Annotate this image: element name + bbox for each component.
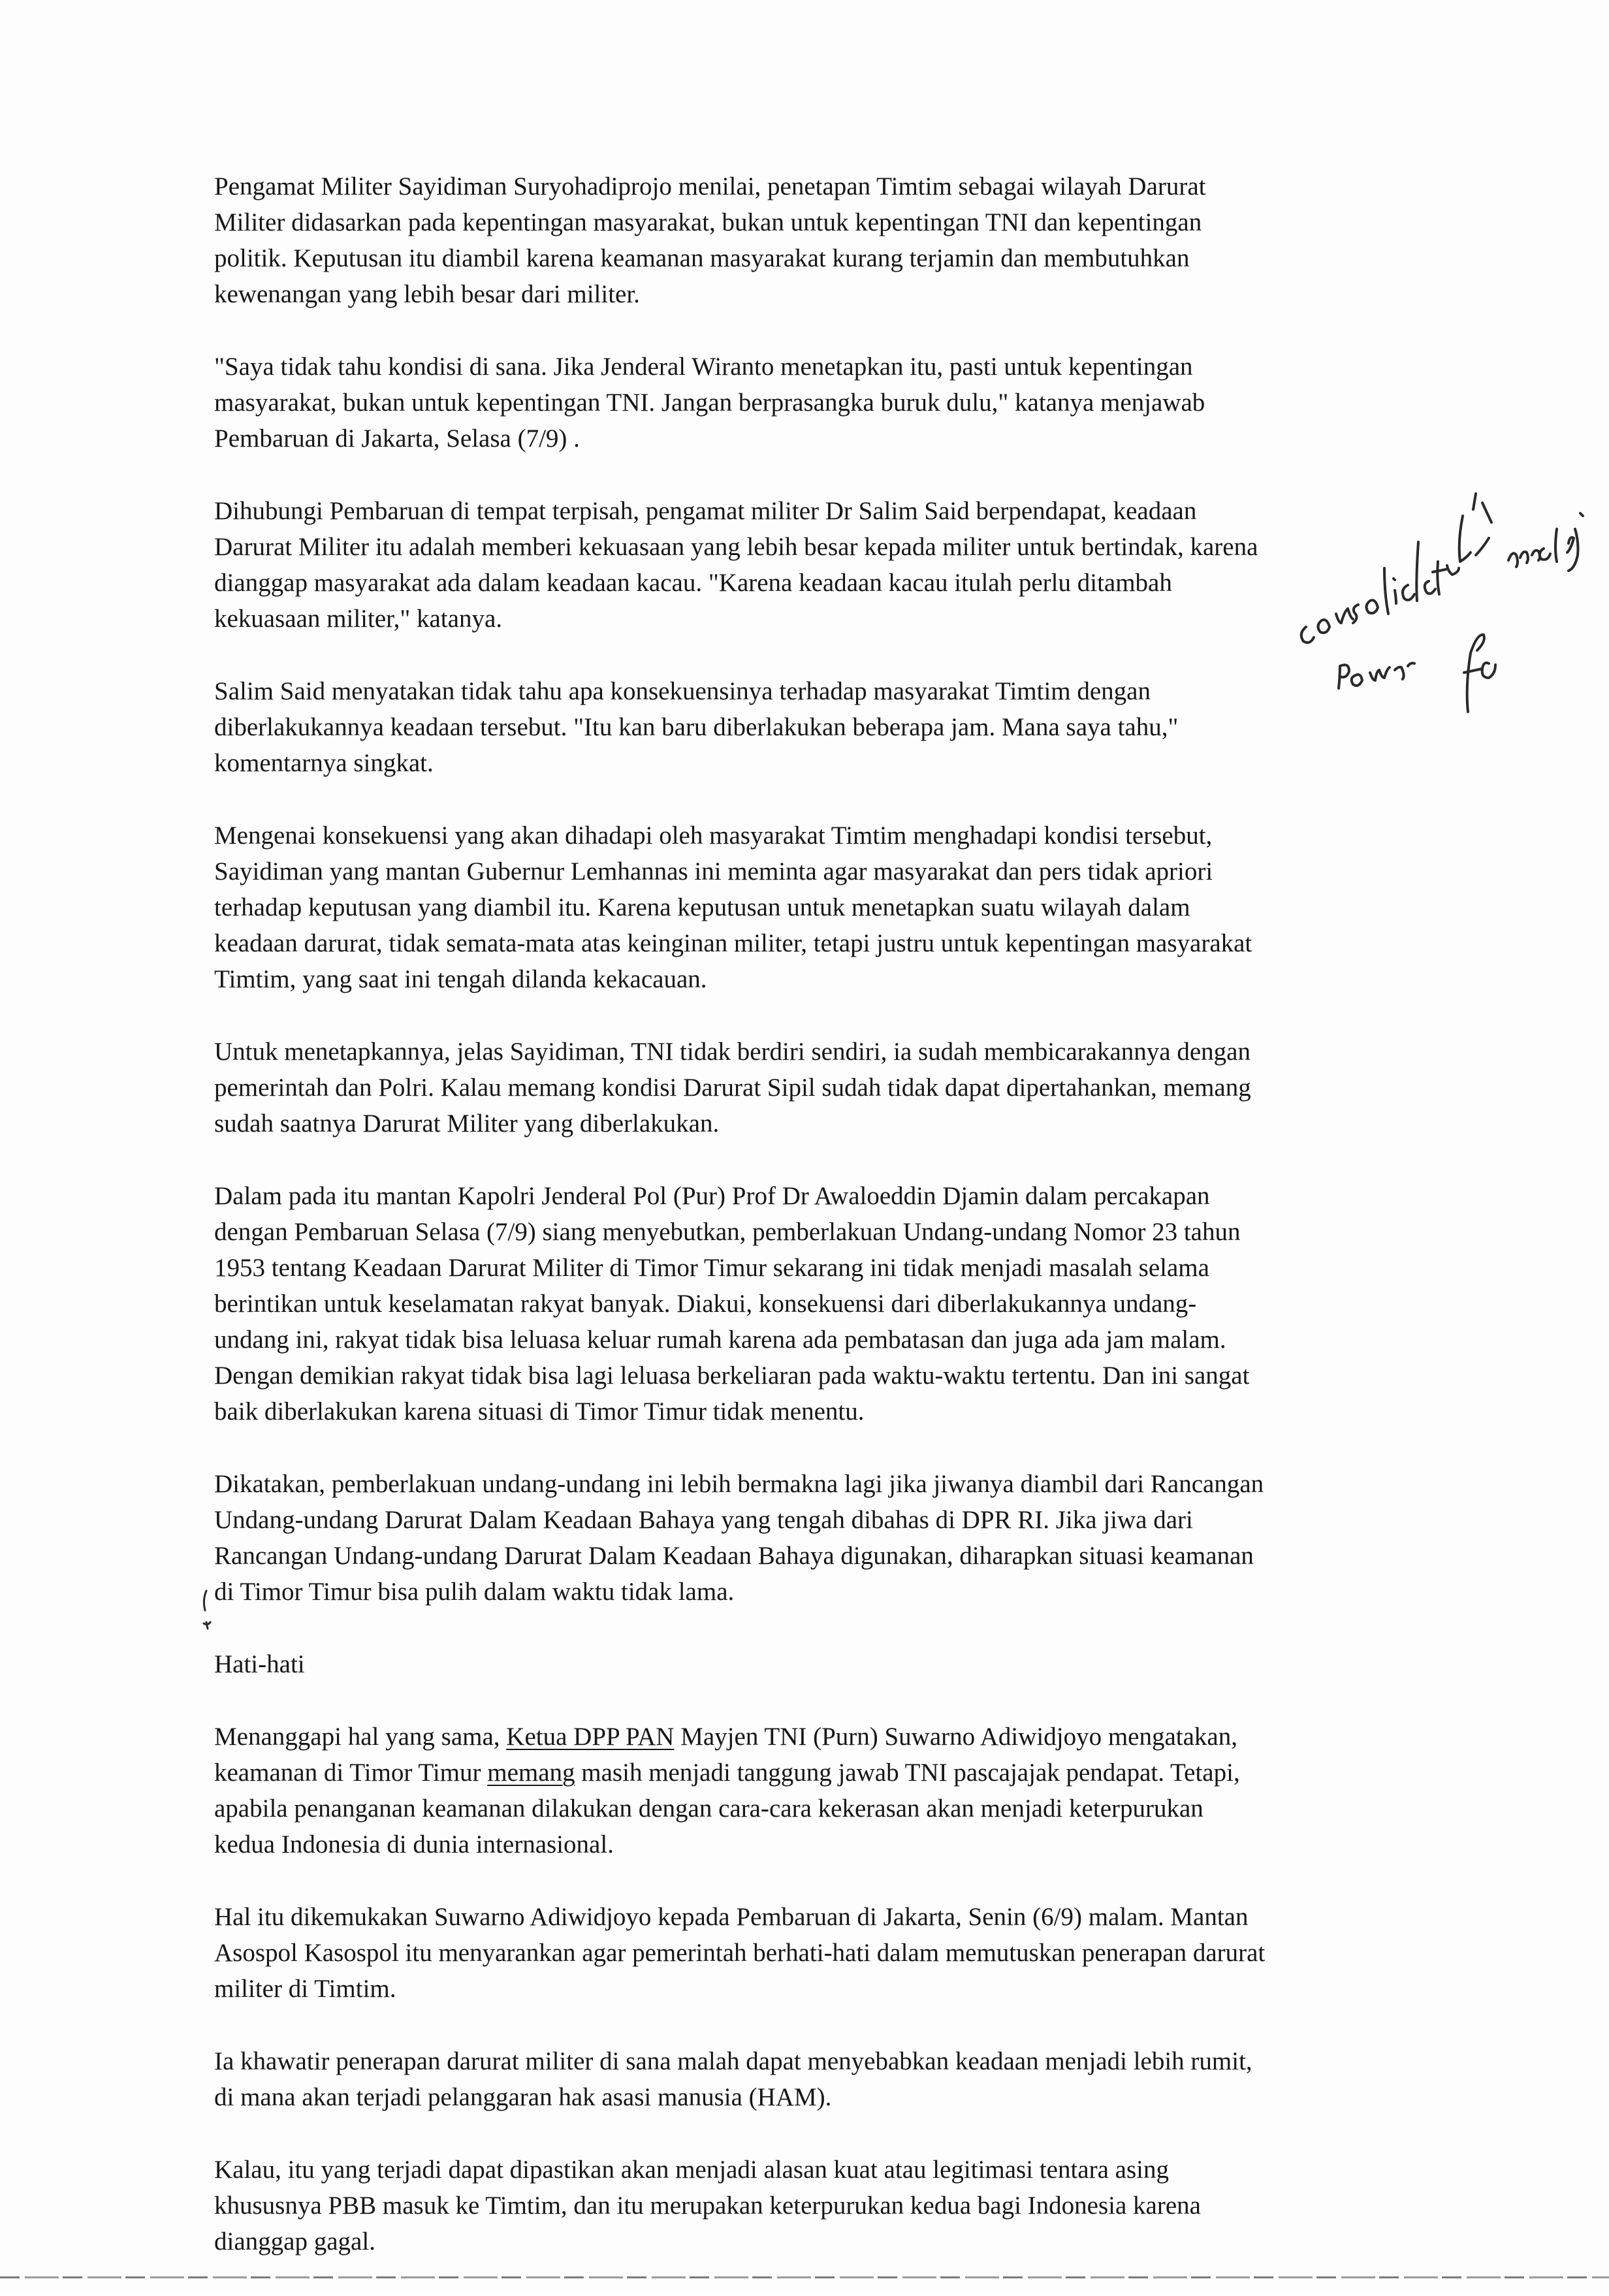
text-line: kekuasaan militer," katanya. xyxy=(214,605,503,633)
text-line: keadaan darurat, tidak semata-mata atas keinginan militer, tetapi justru untuk kepentingan masyarakat xyxy=(214,929,1252,957)
text-line: Pembaruan di Jakarta, Selasa (7/9) . xyxy=(214,424,580,453)
paragraph-3 xyxy=(214,493,1377,637)
text-line: sudah saatnya Darurat Militer yang diberlakukan. xyxy=(214,1109,720,1138)
text-fragment: Menanggapi hal yang sama, xyxy=(214,1723,507,1751)
section-subheading: Hati-hati xyxy=(214,1650,305,1678)
paragraph-pan xyxy=(214,1719,1377,1862)
handwritten-margin-note xyxy=(1293,451,1593,725)
text-line: Hal itu dikemukakan Suwarno Adiwidjoyo kepada Pembaruan di Jakarta, Senin (6/9) malam. Mantan xyxy=(214,1903,1249,1931)
text-line: terhadap keputusan yang diambil itu. Karena keputusan untuk menetapkan suatu wilayah dalam xyxy=(214,893,1190,921)
paragraph-9 xyxy=(214,1899,1377,2007)
text-line: pemerintah dan Polri. Kalau memang kondisi Darurat Sipil sudah tidak dapat dipertahankan, memang xyxy=(214,1074,1251,1102)
text-line: Timtim, yang saat ini tengah dilanda kekacauan. xyxy=(214,965,707,993)
text-line: kedua Indonesia di dunia internasional. xyxy=(214,1830,614,1858)
text-line: Kalau, itu yang terjadi dapat dipastikan akan menjadi alasan kuat atau legitimasi tentara asing xyxy=(214,2156,1169,2184)
paragraph-2 xyxy=(214,349,1377,456)
text-line: apabila penanganan keamanan dilakukan dengan cara-cara kekerasan akan menjadi keterpurukan xyxy=(214,1794,1203,1823)
text-line xyxy=(214,1719,1377,1755)
text-line: Dikatakan, pemberlakuan undang-undang ini lebih bermakna lagi jika jiwanya diambil dari Rancangan xyxy=(214,1470,1264,1498)
text-line: dianggap gagal. xyxy=(214,2227,375,2256)
text-line: politik. Keputusan itu diambil karena keamanan masyarakat kurang terjamin dan membutuhkan xyxy=(214,244,1190,272)
scan-bottom-edge xyxy=(0,2276,1609,2278)
text-line: baik diberlakukan karena situasi di Timor Timur tidak menentu. xyxy=(214,1397,865,1426)
paragraph-6 xyxy=(214,1034,1377,1141)
text-line: Dalam pada itu mantan Kapolri Jenderal Pol (Pur) Prof Dr Awaloeddin Djamin dalam percakapan xyxy=(214,1182,1210,1210)
text-line: di mana akan terjadi pelanggaran hak asasi manusia (HAM). xyxy=(214,2083,832,2111)
article-body xyxy=(214,168,1377,2296)
paragraph-1 xyxy=(214,168,1377,312)
text-line: Pengamat Militer Sayidiman Suryohadiprojo menilai, penetapan Timtim sebagai wilayah Darurat xyxy=(214,172,1206,200)
paragraph-5 xyxy=(214,818,1377,997)
text-line: di Timor Timur bisa pulih dalam waktu tidak lama. xyxy=(214,1578,735,1606)
text-line: Darurat Militer itu adalah memberi kekuasaan yang lebih besar kepada militer untuk bertindak, karena xyxy=(214,533,1258,561)
paragraph-11 xyxy=(214,2152,1377,2259)
text-fragment: masih menjadi tanggung jawab TNI pascajajak pendapat. Tetapi, xyxy=(575,1759,1240,1787)
text-fragment: Mayjen TNI (Purn) Suwarno Adiwidjoyo mengatakan, xyxy=(674,1723,1237,1751)
text-line: 1953 tentang Keadaan Darurat Militer di Timor Timur sekarang ini tidak menjadi masalah selama xyxy=(214,1254,1209,1282)
text-fragment: keamanan di Timor Timur xyxy=(214,1759,488,1787)
text-line: dengan Pembaruan Selasa (7/9) siang menyebutkan, pemberlakuan Undang-undang Nomor 23 tahun xyxy=(214,1218,1241,1246)
bracket-scribble xyxy=(199,1588,214,1640)
text-line: Mengenai konsekuensi yang akan dihadapi oleh masyarakat Timtim menghadapi kondisi tersebut, xyxy=(214,821,1213,850)
text-line: Militer didasarkan pada kepentingan masyarakat, bukan untuk kepentingan TNI dan kepentingan xyxy=(214,208,1202,236)
text-line: militer di Timtim. xyxy=(214,1975,396,2003)
paragraph-7 xyxy=(214,1178,1377,1429)
text-line: Dengan demikian rakyat tidak bisa lagi leluasa berkeliaran pada waktu-waktu tertentu. Dan ini sangat xyxy=(214,1362,1250,1390)
text-line: "Saya tidak tahu kondisi di sana. Jika Jenderal Wiranto menetapkan itu, pasti untuk kepentingan xyxy=(214,353,1193,381)
text-line: Undang-undang Darurat Dalam Keadaan Bahaya yang tengah dibahas di DPR RI. Jika jiwa dari xyxy=(214,1506,1193,1534)
text-line: Asospol Kasospol itu menyarankan agar pemerintah berhati-hati dalam memutuskan penerapan darurat xyxy=(214,1939,1266,1967)
text-line: komentarnya singkat. xyxy=(214,749,434,777)
handwriting-scribble xyxy=(1293,451,1593,725)
text-line xyxy=(214,1755,1377,1791)
text-line: khususnya PBB masuk ke Timtim, dan itu merupakan keterpurukan kedua bagi Indonesia karena xyxy=(214,2192,1201,2220)
text-line: Rancangan Undang-undang Darurat Dalam Keadaan Bahaya digunakan, diharapkan situasi keamanan xyxy=(214,1542,1254,1570)
text-line: Sayidiman yang mantan Gubernur Lemhannas ini meminta agar masyarakat dan pers tidak apriori xyxy=(214,857,1213,885)
underlined-text: memang xyxy=(487,1759,575,1787)
paragraph-8 xyxy=(214,1466,1377,1610)
text-line: undang ini, rakyat tidak bisa leluasa keluar rumah karena ada pembatasan dan juga ada jam malam. xyxy=(214,1326,1226,1354)
text-line: Untuk menetapkannya, jelas Sayidiman, TNI tidak berdiri sendiri, ia sudah membicarakannya dengan xyxy=(214,1038,1251,1066)
text-line: berintikan untuk keselamatan rakyat banyak. Diakui, konsekuensi dari diberlakukannya undang- xyxy=(214,1290,1197,1318)
text-line: dianggap masyarakat ada dalam keadaan kacau. "Karena keadaan kacau itulah perlu ditambah xyxy=(214,569,1172,597)
paragraph-10 xyxy=(214,2043,1377,2115)
text-line: Dihubungi Pembaruan di tempat terpisah, pengamat militer Dr Salim Said berpendapat, keadaan xyxy=(214,497,1197,525)
text-line: kewenangan yang lebih besar dari militer. xyxy=(214,280,640,308)
text-line: masyarakat, bukan untuk kepentingan TNI. Jangan berprasangka buruk dulu," katanya menjawab xyxy=(214,389,1205,417)
text-line: Ia khawatir penerapan darurat militer di sana malah dapat menyebabkan keadaan menjadi lebih rumit, xyxy=(214,2047,1252,2075)
underlined-text: Ketua DPP PAN xyxy=(506,1723,675,1751)
text-line: Salim Said menyatakan tidak tahu apa konsekuensinya terhadap masyarakat Timtim dengan xyxy=(214,677,1151,705)
margin-bracket-mark xyxy=(199,1588,214,1640)
text-line: diberlakukannya keadaan tersebut. "Itu kan baru diberlakukan beberapa jam. Mana saya tahu," xyxy=(214,713,1179,741)
paragraph-4 xyxy=(214,673,1377,781)
